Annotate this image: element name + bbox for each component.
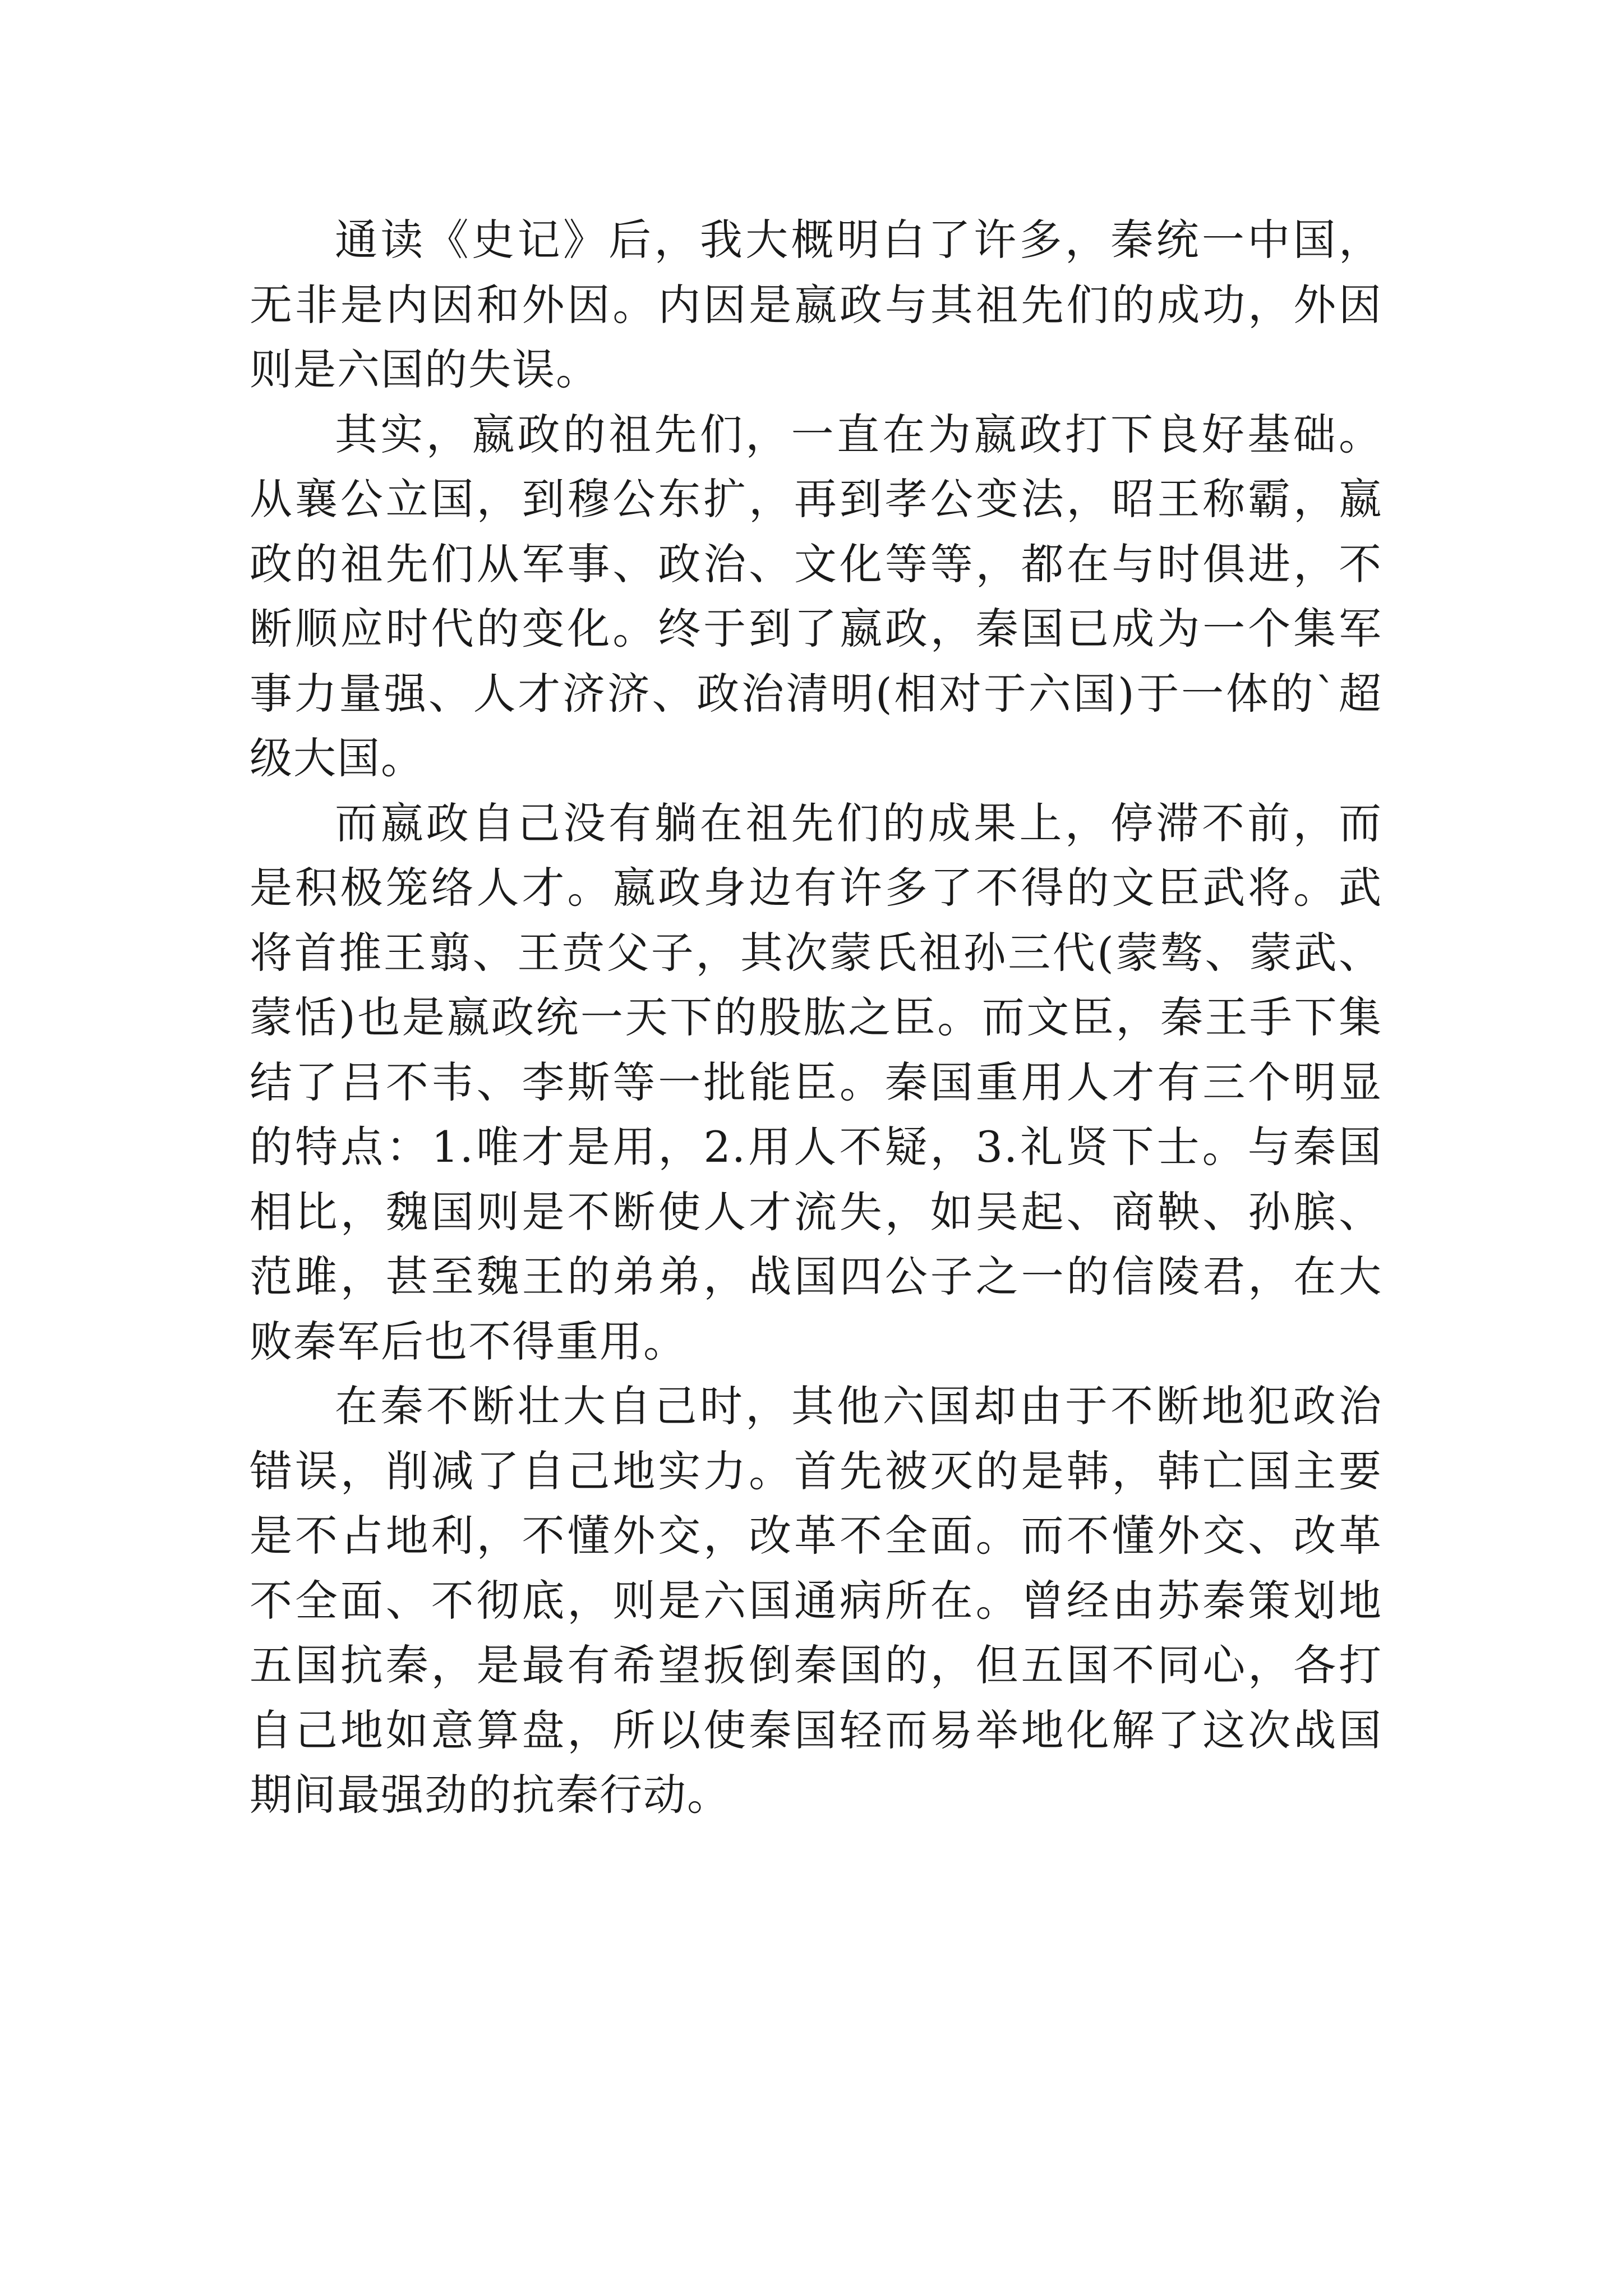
- paragraph-2: 其实，嬴政的祖先们，一直在为嬴政打下良好基础。从襄公立国，到穆公东扩，再到孝公变法，昭王称霸，嬴政的祖先们从军事、政治、文化等等，都在与时俱进，不断顺应时代的变化。终于到了嬴政，秦国已成为一个集军事力量强、人才济济、政治清明(相对于六国)于一体的`超级大国。: [250, 409, 1382, 783]
- document-body: [250, 208, 1382, 1828]
- paragraph-1: 通读《史记》后，我大概明白了许多，秦统一中国，无非是内因和外因。内因是嬴政与其祖先们的成功，外因则是六国的失误。: [250, 215, 1382, 394]
- paragraph-4: 在秦不断壮大自己时，其他六国却由于不断地犯政治错误，削减了自己地实力。首先被灭的是韩，韩亡国主要是不占地利，不懂外交，改革不全面。而不懂外交、改革不全面、不彻底，则是六国通病所在。曾经由苏秦策划地五国抗秦，是最有希望扳倒秦国的，但五国不同心，各打自己地如意算盘，所以使秦国轻而易举地化解了这次战国期间最强劲的抗秦行动。: [250, 1381, 1382, 1820]
- paragraph-3: 而嬴政自己没有躺在祖先们的成果上，停滞不前，而是积极笼络人才。嬴政身边有许多了不得的文臣武将。武将首推王翦、王贲父子，其次蒙氏祖孙三代(蒙骜、蒙武、蒙恬)也是嬴政统一天下的股肱之臣。而文臣，秦王手下集结了吕不韦、李斯等一批能臣。秦国重用人才有三个明显的特点：1.唯才是用，2.用人不疑，3.礼贤下士。与秦国相比，魏国则是不断使人才流失，如吴起、商鞅、孙膑、范雎，甚至魏王的弟弟，战国四公子之一的信陵君，在大败秦军后也不得重用。: [250, 798, 1382, 1366]
